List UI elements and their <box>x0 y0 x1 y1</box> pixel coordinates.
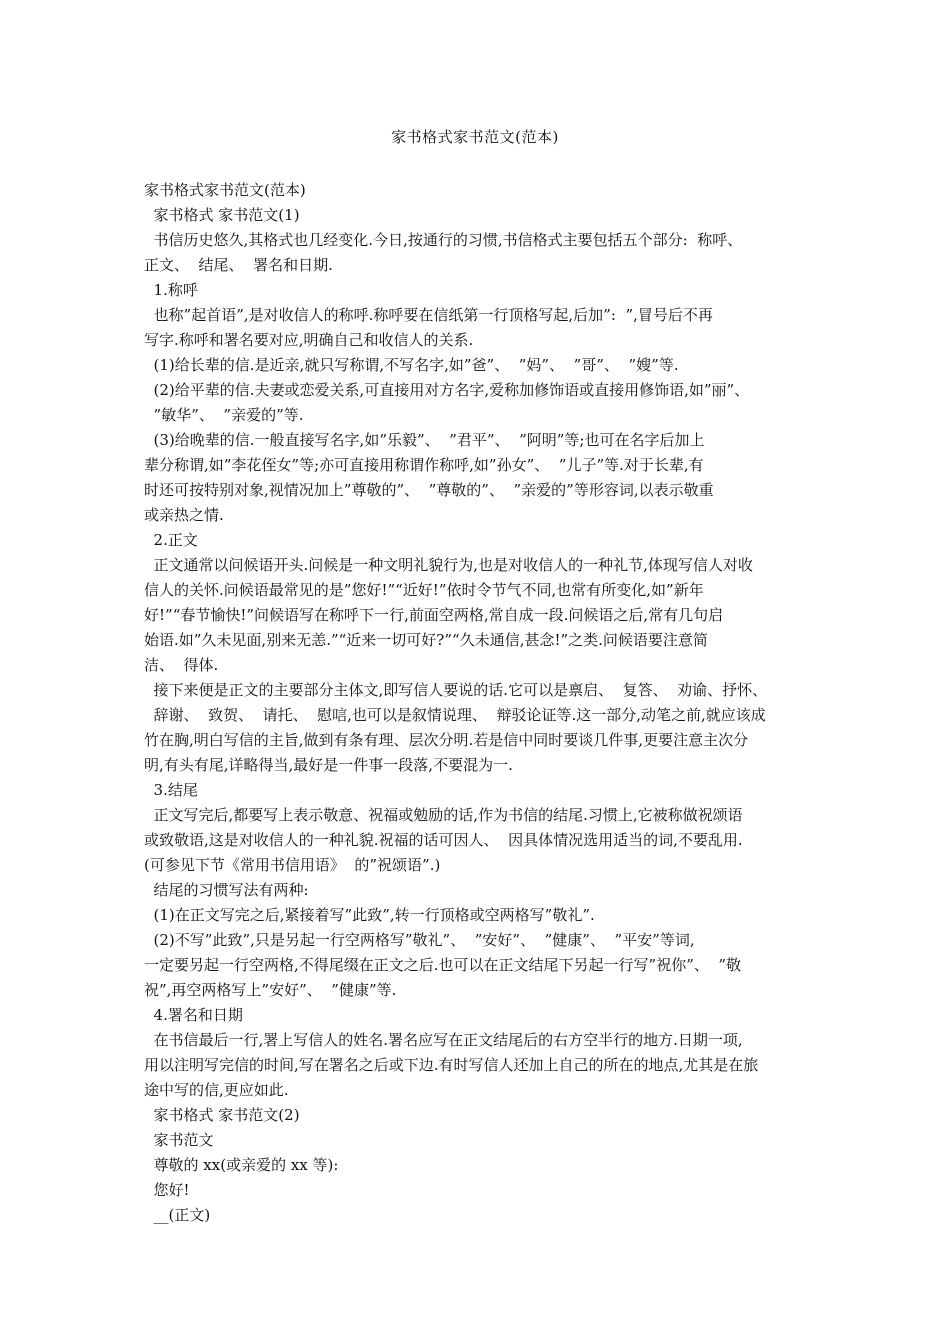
text-line: (1)给长辈的信.是近亲,就只写称谓,不写名字,如”爸”、 ”妈”、 ”哥”、 ”嫂”等. <box>144 356 679 374</box>
text-line: 始语.如”久未见面,别来无恙.”“近来一切可好?”“久未通信,甚念!”之类.问候语要注意简 <box>144 631 708 649</box>
text-line: (2)给平辈的信.夫妻或恋爱关系,可直接用对方名字,爱称加修饰语或直接用修饰语,如”丽”、 <box>144 381 750 399</box>
text-line: 信人的关怀.问候语最常见的是”您好!”“近好!”依时令节气不同,也常有所变化,如”新年 <box>144 581 704 599</box>
text-line: 辈分称谓,如”李花侄女”等;亦可直接用称谓作称呼,如”孙女”、 ”儿子”等.对于长辈,有 <box>144 456 704 474</box>
text-line: 结尾的习惯写法有两种: <box>144 881 309 899</box>
text-line: 家书范文 <box>144 1131 214 1149</box>
text-line: 正文写完后,都要写上表示敬意、祝福或勉励的话,作为书信的结尾.习惯上,它被称做祝颂语 <box>144 806 743 824</box>
text-line: 或致敬语,这是对收信人的一种礼貌.祝福的话可因人、 因具体情况选用适当的词,不要乱用. <box>144 831 743 849</box>
text-line: 或亲热之情. <box>144 506 224 524</box>
text-line: 洁、 得体. <box>144 656 219 674</box>
text-line: (1)在正文写完之后,紧接着写”此致”,转一行顶格或空两格写”敬礼”. <box>144 906 595 924</box>
text-line: 用以注明写完信的时间,写在署名之后或下边.有时写信人还加上自己的所在的地点,尤其是在旅 <box>144 1056 759 1074</box>
text-line: 1.称呼 <box>144 281 198 299</box>
text-line: __(正文) <box>144 1206 211 1224</box>
text-line: 家书格式 家书范文(1) <box>144 206 300 224</box>
text-line: 一定要另起一行空两格,不得尾缀在正文之后.也可以在正文结尾下另起一行写”祝你”、 ”敬 <box>144 956 742 974</box>
text-line: 明,有头有尾,详略得当,最好是一件事一段落,不要混为一. <box>144 756 513 774</box>
text-line: 辞谢、 致贺、 请托、 慰唁,也可以是叙情说理、 辩驳论证等.这一部分,动笔之前,就应该成 <box>144 706 766 724</box>
text-line: 接下来便是正文的主要部分主体文,即写信人要说的话.它可以是禀启、 复答、 劝谕、抒怀、 <box>144 681 768 699</box>
text-line: 尊敬的 xx(或亲爱的 xx 等): <box>144 1156 339 1174</box>
text-line: 竹在胸,明白写信的主旨,做到有条有理、层次分明.若是信中同时要谈几件事,更要注意主次分 <box>144 731 749 749</box>
text-line: 好!”“春节愉快!”问候语写在称呼下一行,前面空两格,常自成一段.问候语之后,常有几句启 <box>144 606 724 624</box>
text-line: 时还可按特别对象,视情况加上”尊敬的”、 ”尊敬的”、 ”亲爱的”等形容词,以表示敬重 <box>144 481 714 499</box>
text-line: 正文通常以问候语开头.问候是一种文明礼貌行为,也是对收信人的一种礼节,体现写信人对收 <box>144 556 753 574</box>
text-line: 家书格式 家书范文(2) <box>144 1106 300 1124</box>
text-line: 也称”起首语”,是对收信人的称呼.称呼要在信纸第一行顶格写起,后加”: ”,冒号后不再 <box>144 306 713 324</box>
text-line: 您好! <box>144 1181 190 1199</box>
text-line: 正文、 结尾、 署名和日期. <box>144 256 333 274</box>
text-line: 3.结尾 <box>144 781 198 799</box>
text-line: 4.署名和日期 <box>144 1006 243 1024</box>
text-line: 途中写的信,更应如此. <box>144 1081 289 1099</box>
text-line: 书信历史悠久,其格式也几经变化.今日,按通行的习惯,书信格式主要包括五个部分: 称呼、 <box>144 231 743 249</box>
text-line: 在书信最后一行,署上写信人的姓名.署名应写在正文结尾后的右方空半行的地方.日期一项, <box>144 1031 743 1049</box>
document-body <box>144 178 810 1228</box>
text-line: (3)给晚辈的信.一般直接写名字,如”乐毅”、 ”君平”、 ”阿明”等;也可在名字后加上 <box>144 431 705 449</box>
text-line: (2)不写”此致”,只是另起一行空两格写”敬礼”、 ”安好”、 ”健康”、 ”平安”等词, <box>144 931 695 949</box>
text-line: ”敏华”、 ”亲爱的”等. <box>144 406 304 424</box>
page-title: 家书格式家书范文(范本) <box>391 128 559 146</box>
text-line: 2.正文 <box>144 531 198 549</box>
text-line: 祝”,再空两格写上”安好”、 ”健康”等. <box>144 981 397 999</box>
text-line: 写字.称呼和署名要对应,明确自己和收信人的关系. <box>144 331 474 349</box>
text-line: 家书格式家书范文(范本) <box>144 181 306 199</box>
text-line: (可参见下节《常用书信用语》 的”祝颂语”.) <box>144 856 441 874</box>
